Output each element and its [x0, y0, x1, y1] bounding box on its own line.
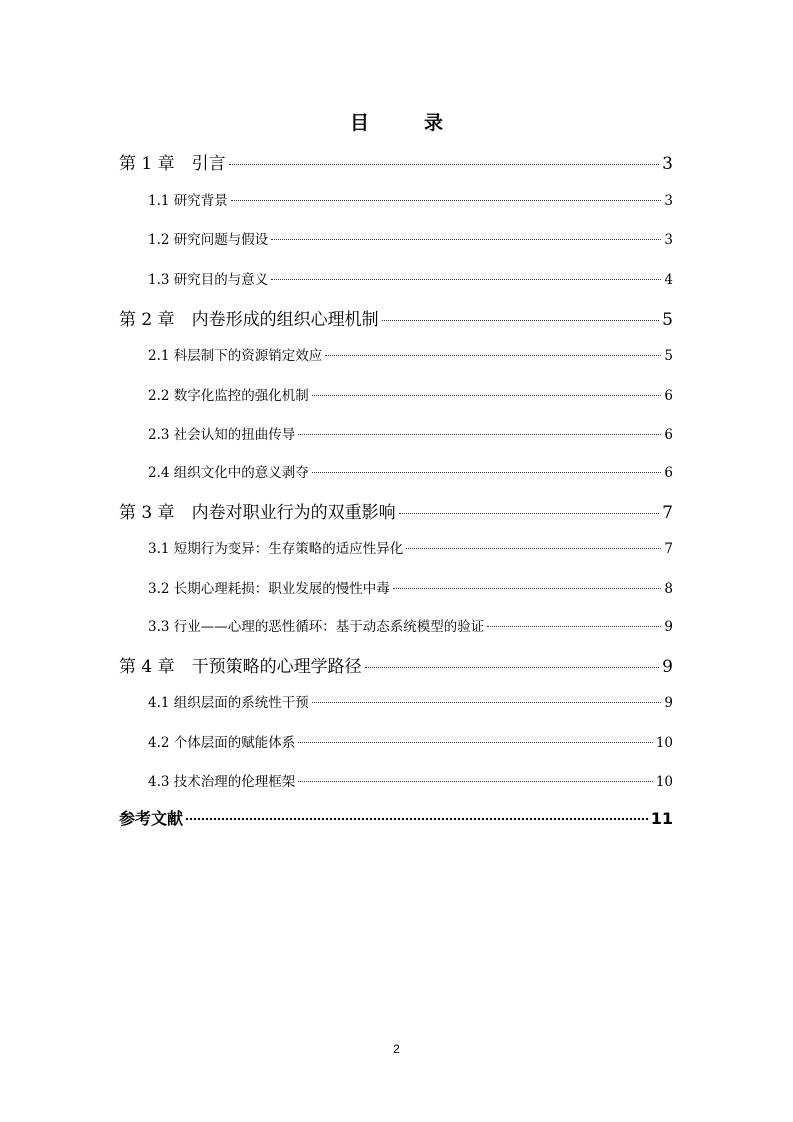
toc-dot-leader — [487, 626, 661, 627]
toc-entry-label: 4.3 技术治理的伦理框架 — [148, 774, 296, 790]
toc-dot-leader — [298, 742, 653, 743]
toc-entry-page-number: 10 — [655, 774, 673, 790]
toc-dot-leader — [271, 239, 661, 240]
toc-entry-label: 第 3 章 内卷对职业行为的双重影响 — [119, 503, 396, 523]
toc-entry-label: 1.2 研究问题与假设 — [148, 232, 269, 248]
toc-dot-leader — [312, 395, 662, 396]
toc-dot-leader — [271, 279, 661, 280]
page-number: 2 — [393, 1042, 400, 1056]
toc-section-entry[interactable] — [148, 268, 673, 288]
toc-section-entry[interactable] — [148, 189, 673, 209]
toc-dot-leader — [312, 702, 662, 703]
toc-entry-label: 3.1 短期行为变异：生存策略的适应性异化 — [148, 541, 404, 557]
toc-entry-page-number: 7 — [662, 503, 673, 523]
toc-dot-leader — [325, 355, 661, 356]
toc-chapter-entry[interactable] — [119, 652, 673, 677]
toc-entry-page-number: 11 — [650, 809, 673, 828]
toc-dot-leader — [393, 588, 662, 589]
page-title: 目 录 — [349, 112, 461, 134]
toc-entry-page-number: 9 — [664, 695, 673, 711]
toc-entry-label: 4.2 个体层面的赋能体系 — [148, 735, 296, 751]
toc-entry-label: 参考文献 — [119, 809, 184, 828]
toc-dot-leader — [312, 472, 662, 473]
toc-entry-page-number: 5 — [662, 310, 673, 330]
toc-section-entry[interactable] — [148, 344, 673, 364]
toc-entry-page-number: 4 — [664, 272, 673, 288]
toc-dot-leader — [382, 320, 660, 321]
toc-entry-page-number: 3 — [664, 193, 673, 209]
toc-entry-label: 3.2 长期心理耗损：职业发展的慢性中毒 — [148, 581, 390, 597]
toc-dot-leader — [365, 667, 660, 668]
toc-entry-label: 2.1 科层制下的资源销定效应 — [148, 348, 323, 364]
toc-entry-page-number: 6 — [664, 388, 673, 404]
toc-chapter-entry[interactable] — [119, 305, 673, 330]
toc-dot-leader — [186, 818, 648, 820]
toc-entry-label: 2.3 社会认知的扭曲传导 — [148, 427, 296, 443]
toc-section-entry[interactable] — [148, 228, 673, 248]
toc-entry-label: 1.3 研究目的与意义 — [148, 272, 269, 288]
toc-section-entry[interactable] — [148, 537, 673, 557]
toc-section-entry[interactable] — [148, 691, 673, 711]
toc-entry-page-number: 3 — [664, 232, 673, 248]
toc-section-entry[interactable] — [148, 461, 673, 481]
toc-entry-label: 3.3 行业——心理的恶性循环：基于动态系统模型的验证 — [148, 619, 485, 635]
toc-entry-page-number: 5 — [664, 348, 673, 364]
toc-dot-leader — [406, 548, 661, 549]
toc-section-entry[interactable] — [148, 615, 673, 635]
toc-entry-label: 2.2 数字化监控的强化机制 — [148, 388, 309, 404]
toc-entry-page-number: 8 — [664, 581, 673, 597]
toc-section-entry[interactable] — [148, 384, 673, 404]
toc-dot-leader — [399, 513, 660, 514]
toc-section-entry[interactable] — [148, 770, 673, 790]
toc-dot-leader — [298, 434, 661, 435]
toc-entry-page-number: 9 — [662, 657, 673, 677]
toc-entry-label: 2.4 组织文化中的意义剥夺 — [148, 465, 309, 481]
toc-dot-leader — [298, 781, 653, 782]
toc-entry-label: 第 4 章 干预策略的心理学路径 — [119, 657, 362, 677]
toc-entry-label: 4.1 组织层面的系统性干预 — [148, 695, 309, 711]
toc-entry-label: 第 1 章 引言 — [119, 154, 226, 174]
toc-entry-page-number: 6 — [664, 465, 673, 481]
toc-entry-page-number: 9 — [664, 619, 673, 635]
toc-entry-page-number: 10 — [655, 735, 673, 751]
toc-chapter-entry[interactable] — [119, 149, 673, 174]
toc-entry-page-number: 3 — [662, 154, 673, 174]
toc-dot-leader — [229, 164, 660, 165]
toc-section-entry[interactable] — [148, 577, 673, 597]
toc-entry-label: 第 2 章 内卷形成的组织心理机制 — [119, 310, 379, 330]
toc-dot-leader — [231, 200, 662, 201]
toc-entry-label: 1.1 研究背景 — [148, 193, 228, 209]
toc-section-entry[interactable] — [148, 423, 673, 443]
toc-entry-page-number: 7 — [664, 541, 673, 557]
toc-chapter-entry[interactable] — [119, 498, 673, 523]
toc-chapter-entry[interactable] — [119, 806, 673, 829]
toc-section-entry[interactable] — [148, 731, 673, 751]
toc-entry-page-number: 6 — [664, 427, 673, 443]
